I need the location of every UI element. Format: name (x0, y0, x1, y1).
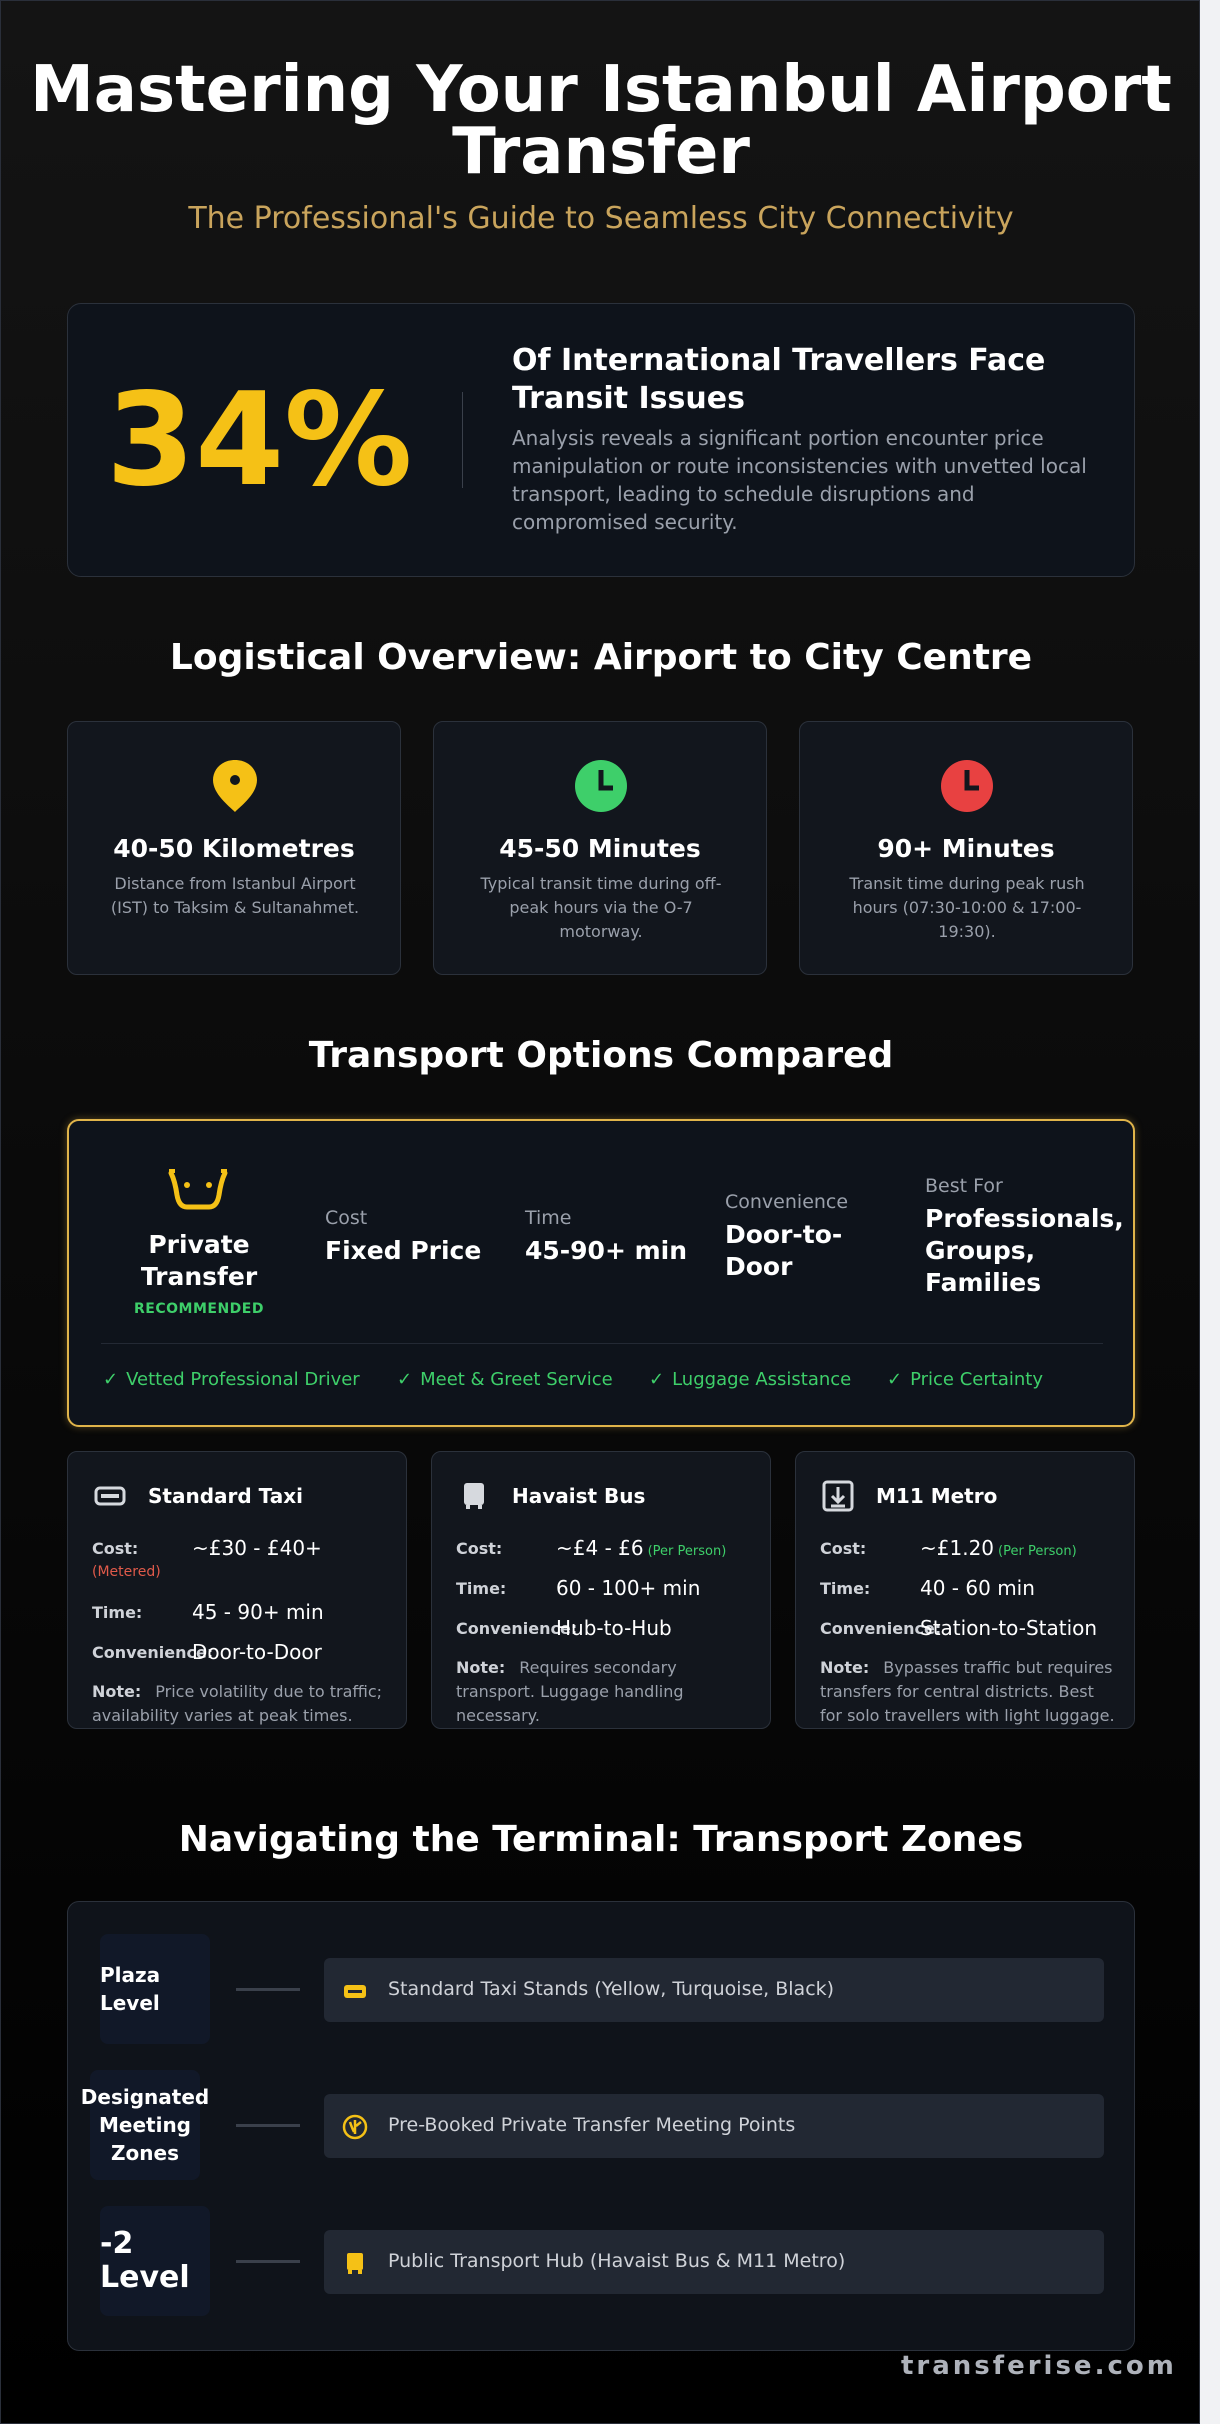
featured-conv-value: Door-to-Door (725, 1220, 843, 1281)
stat-value: 34% (106, 366, 413, 515)
featured-time-value: 45-90+ min (525, 1236, 688, 1265)
zone-label-level-2: -2 Level (100, 2206, 210, 2316)
option-card-taxi: Standard Taxi Cost: ~£30 - £40+ (Metered) Time: 45 - 90+ min Convenience: Door-to-Door Note: Price volatility due to traffic; availability varies at peak times. (67, 1451, 407, 1729)
stat-card (67, 303, 1135, 577)
clock-icon (941, 758, 993, 814)
page-subtitle: The Professional's Guide to Seamless City Connectivity (188, 201, 1014, 236)
zone-bar (324, 1958, 1104, 2022)
recommended-badge: RECOMMENDED (134, 1301, 264, 1317)
zone-bar (324, 2230, 1104, 2294)
featured-option-private-transfer (67, 1119, 1135, 1427)
map-pin-icon (209, 758, 261, 814)
logistics-card-offpeak (433, 721, 767, 975)
featured-best-for (925, 1175, 1125, 1299)
check-icon: ✓ (397, 1369, 413, 1390)
metered-tag: (Metered) (92, 1564, 161, 1580)
option-name: Havaist Bus (512, 1484, 646, 1508)
feature-item: ✓ Luggage Assistance (649, 1369, 852, 1390)
feature-item: ✓ Meet & Greet Service (397, 1369, 613, 1390)
page-title: Mastering Your Istanbul Airport Transfer (30, 53, 1172, 189)
featured-best-label: Best For (925, 1175, 1003, 1197)
featured-divider (101, 1343, 1103, 1344)
zone-text: Pre-Booked Private Transfer Meeting Points (388, 2114, 796, 2136)
per-person-tag: (Per Person) (647, 1544, 727, 1559)
bus-icon (342, 2250, 368, 2276)
clock-icon (575, 758, 627, 814)
zone-text: Public Transport Hub (Havaist Bus & M11 Metro) (388, 2250, 846, 2272)
featured-cost-label: Cost (325, 1207, 368, 1229)
featured-cost (325, 1207, 481, 1267)
logistics-title: Logistical Overview: Airport to City Centre (169, 637, 1033, 678)
zone-connector (236, 2260, 300, 2263)
metro-icon (822, 1480, 854, 1512)
zone-bar (324, 2094, 1104, 2158)
zones-title: Navigating the Terminal: Transport Zones (178, 1819, 1024, 1860)
bus-icon (458, 1480, 490, 1512)
check-icon: ✓ (887, 1369, 903, 1390)
option-note: Note: Requires secondary transport. Luggage handling necessary. (456, 1658, 684, 1725)
handshake-icon (342, 2114, 368, 2140)
feature-item: ✓ Price Certainty (887, 1369, 1043, 1390)
stat-headline: Of International Travellers Face Transit Issues (512, 343, 1046, 416)
featured-cost-value: Fixed Price (325, 1236, 482, 1265)
zone-connector (236, 2124, 300, 2127)
brand-footer: transferise.com (901, 2351, 1177, 2381)
taxi-icon (94, 1480, 126, 1512)
per-person-tag: (Per Person) (998, 1544, 1077, 1559)
transport-title: Transport Options Compared (308, 1035, 894, 1076)
logistics-desc: Distance from Istanbul Airport (IST) to Taksim & Sultanahmet. (110, 874, 360, 917)
featured-convenience (725, 1191, 895, 1283)
zone-text: Standard Taxi Stands (Yellow, Turquoise, Black) (388, 1978, 835, 2000)
featured-conv-label: Convenience (725, 1191, 849, 1213)
option-name: Standard Taxi (148, 1484, 303, 1508)
zones-panel (67, 1901, 1135, 2351)
feature-item: ✓ Vetted Professional Driver (103, 1369, 360, 1390)
check-icon: ✓ (103, 1369, 119, 1390)
featured-best-value: Professionals, Groups, Families (925, 1204, 1124, 1297)
option-name: M11 Metro (876, 1484, 998, 1508)
zone-label-plaza: Plaza Level (100, 1934, 210, 2044)
option-note: Note: Price volatility due to traffic; availability varies at peak times. (92, 1682, 383, 1725)
stat-body: Analysis reveals a significant portion encounter price manipulation or route inconsistencies with unvetted local transport, leading to schedule disruptions and compromised security. (512, 426, 1087, 534)
option-card-metro: M11 Metro Cost: ~£1.20 (Per Person) Time: 40 - 60 min Convenience: Station-to-Station Note: Bypasses traffic but requires transfers for central districts. Best for solo travellers with light luggage. (795, 1451, 1135, 1729)
logistics-value: 90+ Minutes (877, 834, 1055, 863)
zone-connector (236, 1988, 300, 1991)
stat-divider (462, 392, 463, 488)
check-icon: ✓ (649, 1369, 665, 1390)
featured-name: Private Transfer (140, 1230, 258, 1291)
logistics-desc: Typical transit time during off-peak hours via the O-7 motorway. (480, 874, 722, 941)
option-note: Note: Bypasses traffic but requires transfers for central districts. Best for solo travellers with light luggage. (820, 1658, 1115, 1725)
zone-label-meeting: Designated Meeting Zones (90, 2070, 200, 2180)
logistics-card-peak (799, 721, 1133, 975)
taxi-icon (342, 1978, 368, 2004)
logistics-card-distance (67, 721, 401, 975)
featured-time-label: Time (525, 1207, 572, 1229)
car-icon (167, 1167, 229, 1213)
featured-time (525, 1207, 687, 1267)
logistics-value: 45-50 Minutes (499, 834, 701, 863)
option-card-bus: Havaist Bus Cost: ~£4 - £6 (Per Person) Time: 60 - 100+ min Convenience: Hub-to-Hub Note: Requires secondary transport. Luggage handling necessary. (431, 1451, 771, 1729)
logistics-desc: Transit time during peak rush hours (07:30-10:00 & 17:00-19:30). (849, 874, 1085, 941)
logistics-value: 40-50 Kilometres (113, 834, 355, 863)
